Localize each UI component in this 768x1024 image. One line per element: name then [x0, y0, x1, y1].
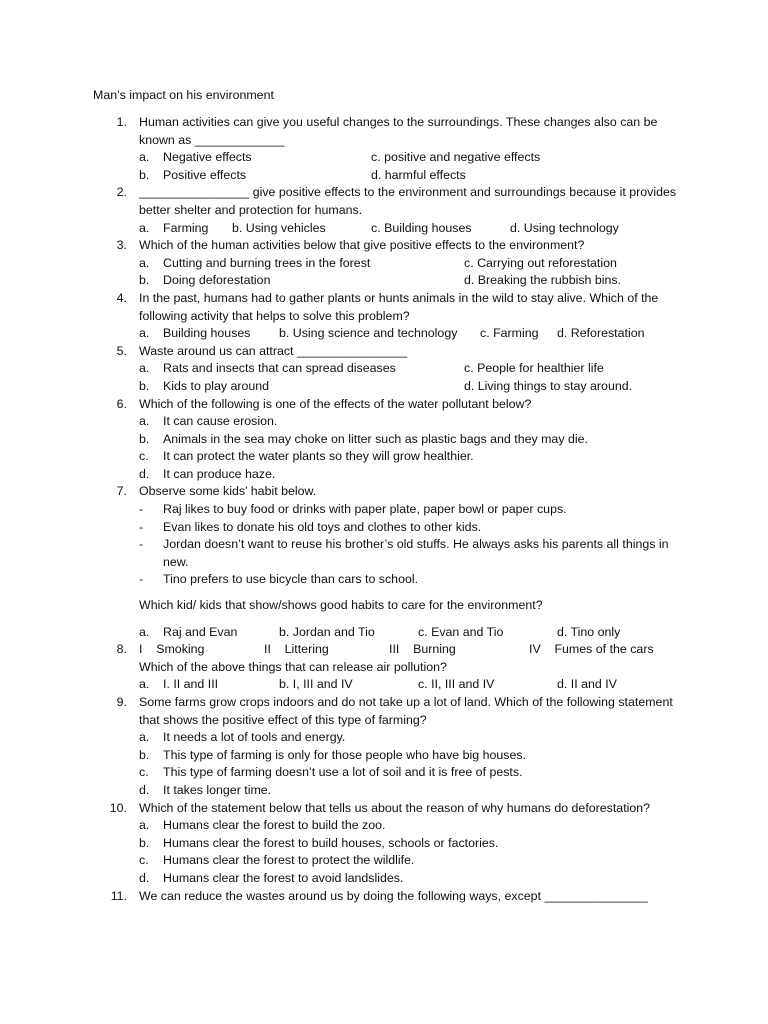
option-letter: a. [139, 730, 150, 745]
option-d [139, 466, 693, 484]
option-d: d. Breaking the rubbish bins. [464, 273, 622, 288]
bullet-mark: - [139, 502, 144, 517]
option-letter: a. [139, 818, 150, 833]
option-a: Farming [163, 220, 209, 235]
option-b: b. I, III and IV [279, 677, 353, 692]
question-6 [93, 396, 693, 484]
question-8 [93, 641, 693, 694]
option-letter: b. [139, 273, 150, 288]
option-d: d. Using technology [510, 220, 619, 235]
option-c: c. People for healthier life [464, 361, 604, 376]
bullet-mark: - [139, 519, 144, 534]
question-number: 11. [110, 888, 127, 903]
question-text: In the past, humans had to gather plants or hunts animals in the wild to stay alive. Which of the following activity that helps to solve this problem? [139, 290, 659, 323]
bullet-mark: - [139, 537, 144, 552]
option-c: c. Carrying out reforestation [464, 255, 617, 270]
option-row [139, 149, 693, 167]
option-b: b. Using science and technology [279, 326, 458, 341]
option-c [139, 764, 693, 782]
option-a: I. II and III [163, 677, 219, 692]
option-letter: a. [139, 326, 150, 341]
question-2 [93, 184, 693, 237]
option-letter: c. [139, 853, 149, 868]
bullet-mark: - [139, 572, 144, 587]
bullet-text: Raj likes to buy food or drinks with paper plate, paper bowl or paper cups. [163, 502, 567, 517]
option-text: This type of farming doesn’t use a lot of soil and it is free of pests. [163, 765, 523, 780]
option-d: d. Reforestation [557, 326, 645, 341]
habit-bullet [139, 571, 693, 589]
option-d: d. Tino only [557, 624, 621, 639]
option-b [139, 431, 693, 449]
option-letter: a. [139, 150, 150, 165]
option-text: This type of farming is only for those people who have big houses. [163, 747, 526, 762]
option-text: It can cause erosion. [163, 414, 278, 429]
option-b: Doing deforestation [163, 273, 271, 288]
option-a: Negative effects [163, 150, 252, 165]
option-row [139, 220, 693, 238]
option-a [139, 729, 693, 747]
option-letter: a. [139, 624, 150, 639]
spacer [139, 589, 693, 597]
option-text: Animals in the sea may choke on litter such as plastic bags and they may die. [163, 431, 588, 446]
option-text: It needs a lot of tools and energy. [163, 730, 346, 745]
option-row [139, 167, 693, 185]
option-letter: b. [139, 378, 150, 393]
option-a: Building houses [163, 326, 251, 341]
option-a: Cutting and burning trees in the forest [163, 255, 371, 270]
option-row [139, 360, 693, 378]
option-d [139, 782, 693, 800]
bullet-text: Evan likes to donate his old toys and clothes to other kids. [163, 519, 482, 534]
option-text: It can protect the water plants so they will grow healthier. [163, 449, 474, 464]
option-letter: c. [139, 765, 149, 780]
option-row [139, 676, 693, 694]
option-c: c. positive and negative effects [371, 150, 541, 165]
option-text: Humans clear the forest to build the zoo. [163, 818, 386, 833]
question-text: Waste around us can attract ________________ [139, 343, 408, 358]
option-d: d. harmful effects [371, 167, 466, 182]
question-number: 6. [116, 396, 127, 411]
question-number: 1. [116, 115, 127, 129]
question-number: 4. [116, 290, 127, 305]
question-1 [93, 114, 693, 184]
option-text: Humans clear the forest to build houses, schools or factories. [163, 835, 499, 850]
option-row [139, 378, 693, 396]
bullet-text: Tino prefers to use bicycle than cars to school. [163, 572, 419, 587]
option-b: Kids to play around [163, 378, 270, 393]
option-letter: b. [139, 835, 150, 850]
question-number: 5. [116, 343, 127, 358]
question-number: 8. [116, 642, 127, 657]
habit-bullet [139, 536, 693, 571]
option-text: Humans clear the forest to protect the wildlife. [163, 853, 415, 868]
option-b [139, 747, 693, 765]
bullet-text: Jordan doesn’t want to reuse his brother’s old stuffs. He always asks his parents all things in new. [163, 537, 669, 569]
option-letter: d. [139, 870, 150, 885]
question-3 [93, 237, 693, 290]
habit-bullet [139, 519, 693, 537]
question-text: Observe some kids’ habit below. [139, 484, 317, 499]
item-fumes: IV Fumes of the cars [529, 642, 654, 657]
question-9 [93, 694, 693, 800]
option-b: b. Using vehicles [232, 220, 326, 235]
option-d: d. II and IV [557, 677, 617, 692]
question-number: 10. [109, 800, 127, 815]
question-text: Which of the statement below that tells us about the reason of why humans do deforestation? [139, 800, 651, 815]
option-row [139, 272, 693, 290]
question-text: ________________ give positive effects to the environment and surroundings because it provides better shelter and protection for humans. [139, 185, 677, 217]
question-4 [93, 290, 693, 343]
option-letter: c. [139, 449, 149, 464]
question-number: 7. [116, 484, 127, 499]
option-letter: d. [139, 466, 150, 481]
option-c: c. II, III and IV [418, 677, 495, 692]
habit-bullet [139, 501, 693, 519]
question-text: Which of the human activities below that give positive effects to the environment? [139, 238, 585, 253]
question-list [93, 114, 693, 905]
option-letter: b. [139, 431, 150, 446]
question-text: Which of the above things that can release air pollution? [139, 659, 447, 674]
option-b: b. Jordan and Tio [279, 624, 375, 639]
spacer [139, 615, 693, 624]
item-littering: II Littering [264, 642, 329, 657]
question-text: We can reduce the wastes around us by doing the following ways, except _______________ [139, 888, 648, 903]
question-number: 9. [116, 695, 127, 709]
option-b [139, 835, 693, 853]
item-smoking: I Smoking [139, 642, 205, 657]
option-letter: a. [139, 414, 150, 429]
option-a [139, 817, 693, 835]
page-title: Man’s impact on his environment [93, 88, 274, 102]
question-number: 2. [116, 185, 127, 200]
item-burning: III Burning [389, 642, 456, 657]
option-row [139, 624, 693, 642]
option-letter: a. [139, 361, 150, 376]
option-b: Positive effects [163, 167, 247, 182]
pollution-items [139, 641, 693, 659]
option-letter: a. [139, 220, 150, 235]
option-letter: a. [139, 677, 150, 692]
option-c: c. Farming [480, 326, 539, 341]
option-c [139, 448, 693, 466]
question-10 [93, 800, 693, 888]
option-letter: b. [139, 167, 150, 182]
option-letter: a. [139, 255, 150, 270]
question-number: 3. [116, 238, 127, 253]
question-text: Which of the following is one of the effects of the water pollutant below? [139, 396, 532, 411]
option-row [139, 325, 693, 343]
option-text: It can produce haze. [163, 466, 276, 481]
question-5 [93, 343, 693, 396]
option-letter: b. [139, 747, 150, 762]
question-7 [93, 483, 693, 641]
option-c: c. Building houses [371, 220, 472, 235]
option-c: c. Evan and Tio [418, 624, 504, 639]
question-text: Human activities can give you useful changes to the surroundings. These changes also can be known as _____________ [139, 115, 658, 147]
option-a [139, 413, 693, 431]
option-d [139, 870, 693, 888]
option-text: It takes longer time. [163, 782, 272, 797]
option-a: Raj and Evan [163, 624, 238, 639]
question-11 [93, 888, 693, 906]
option-d: d. Living things to stay around. [464, 378, 633, 393]
option-a: Rats and insects that can spread diseases [163, 361, 396, 376]
option-letter: d. [139, 782, 150, 797]
question-text: Some farms grow crops indoors and do not take up a lot of land. Which of the following statement that shows the positive effect of this type of farming? [139, 695, 673, 727]
question-prompt: Which kid/ kids that show/shows good habits to care for the environment? [139, 598, 543, 613]
option-c [139, 852, 693, 870]
option-text: Humans clear the forest to avoid landslides. [163, 870, 404, 885]
option-row [139, 255, 693, 273]
